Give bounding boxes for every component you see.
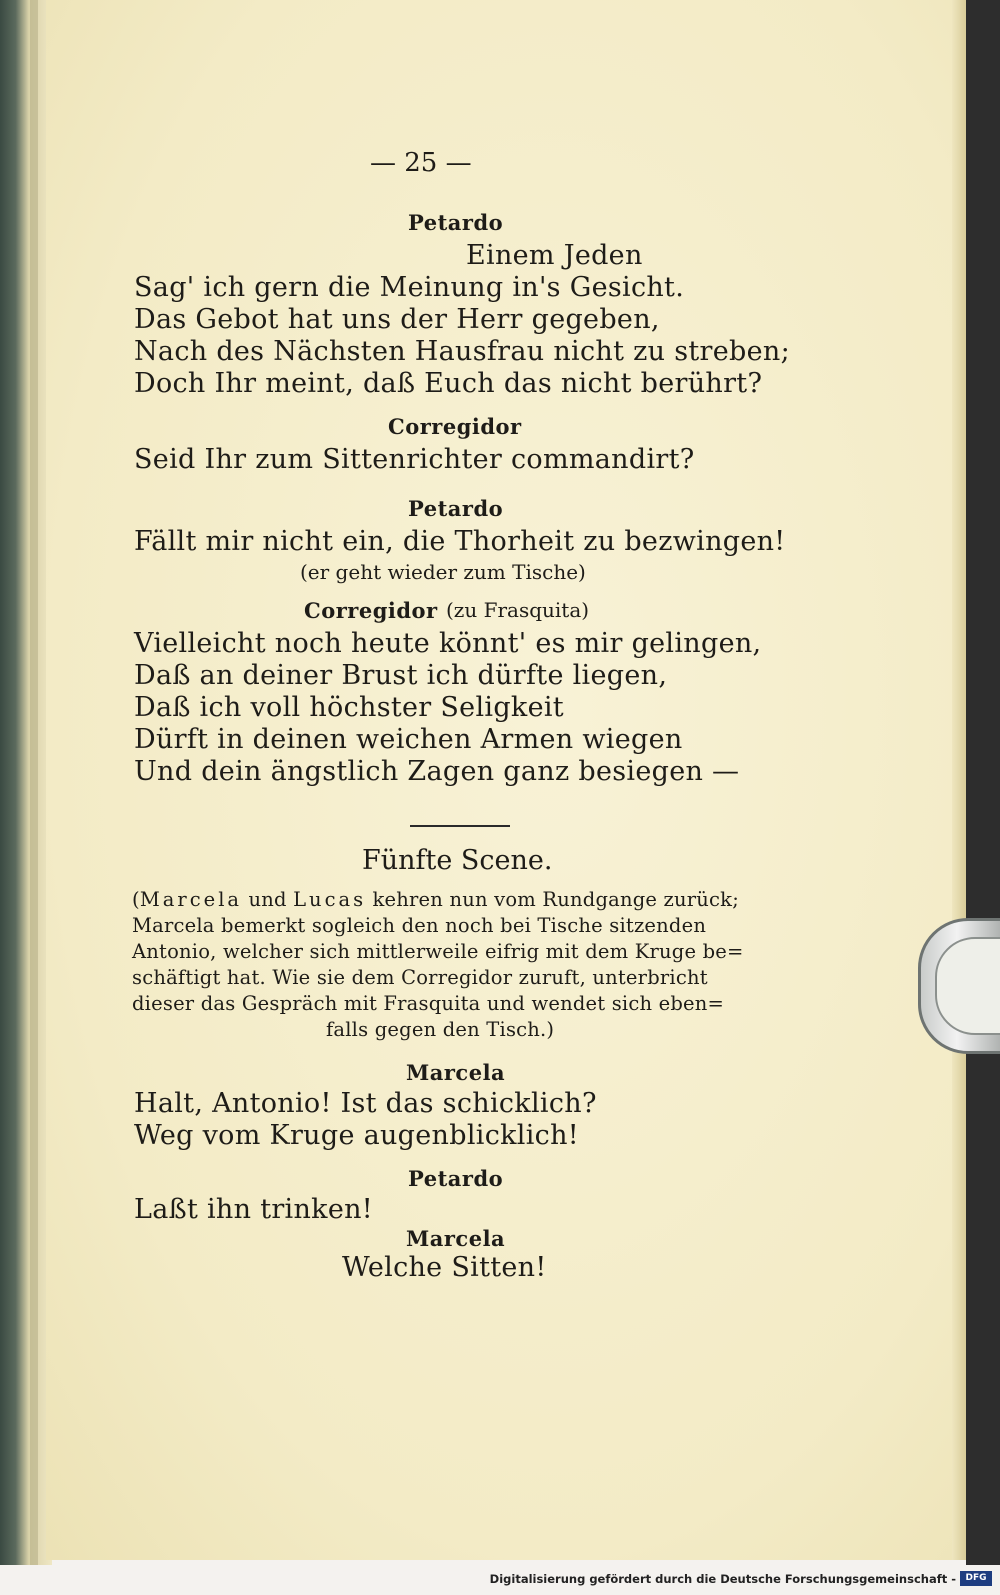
footer-bar	[0, 1565, 1000, 1595]
direction-name-marcela: Marcela	[139, 888, 243, 911]
speaker-petardo: Petardo	[408, 496, 504, 521]
verse-line: Das Gebot hat uns der Herr gegeben,	[134, 304, 660, 335]
direction-text: kehren nun vom Rundgange zurück;	[366, 888, 739, 911]
direction-text: und	[242, 888, 294, 911]
verse-line: Daß an deiner Brust ich dürfte liegen,	[134, 660, 668, 691]
direction-line: Marcela bemerkt sogleich den noch bei Tische sitzenden	[132, 914, 707, 937]
direction-name-lucas: Lucas	[293, 888, 367, 911]
verse-line: Doch Ihr meint, daß Euch das nicht berührt?	[134, 368, 763, 399]
speaker-corregidor: Corregidor	[304, 598, 438, 623]
direction-line	[132, 888, 739, 911]
direction-line: dieser das Gespräch mit Frasquita und wendet sich eben=	[132, 992, 725, 1015]
verse-line: Seid Ihr zum Sittenrichter commandirt?	[134, 444, 695, 475]
verse-line: Nach des Nächsten Hausfrau nicht zu streben;	[134, 336, 790, 367]
footer-credit: Digitalisierung gefördert durch die Deutsche Forschungsgemeinschaft -	[489, 1572, 956, 1586]
verse-line: Fällt mir nicht ein, die Thorheit zu bezwingen!	[134, 526, 786, 557]
speaker-petardo: Petardo	[408, 1166, 504, 1191]
direction-paren: (	[132, 888, 140, 911]
page-number: — 25 —	[370, 148, 472, 178]
section-rule	[410, 825, 510, 827]
verse-line: Sag' ich gern die Meinung in's Gesicht.	[134, 272, 685, 303]
speaker-petardo: Petardo	[408, 210, 504, 235]
stage-direction: (er geht wieder zum Tische)	[300, 560, 586, 584]
dfg-logo[interactable]: DFG	[960, 1571, 992, 1586]
verse-line: Welche Sitten!	[342, 1252, 547, 1283]
verse-line: Einem Jeden	[466, 240, 643, 271]
verse-line: Vielleicht noch heute könnt' es mir gelingen,	[134, 628, 762, 659]
speaker-marcela: Marcela	[406, 1060, 506, 1085]
speaker-aside: (zu Frasquita)	[446, 598, 590, 622]
verse-line: Weg vom Kruge augenblicklich!	[134, 1120, 579, 1151]
direction-line: Antonio, welcher sich mittlerweile eifrig mit dem Kruge be=	[132, 940, 744, 963]
verse-line: Laßt ihn trinken!	[134, 1194, 373, 1225]
speaker-marcela: Marcela	[406, 1226, 506, 1251]
direction-line: falls gegen den Tisch.)	[326, 1018, 555, 1041]
verse-line: Dürft in deinen weichen Armen wiegen	[134, 724, 683, 755]
direction-line: schäftigt hat. Wie sie dem Corregidor zuruft, unterbricht	[132, 966, 708, 989]
speaker-corregidor: Corregidor	[388, 414, 522, 439]
verse-line: Halt, Antonio! Ist das schicklich?	[134, 1088, 597, 1119]
scene-title: Fünfte Scene.	[362, 845, 553, 876]
verse-line: Und dein ängstlich Zagen ganz besiegen —	[134, 756, 740, 787]
verse-line: Daß ich voll höchster Seligkeit	[134, 692, 564, 723]
